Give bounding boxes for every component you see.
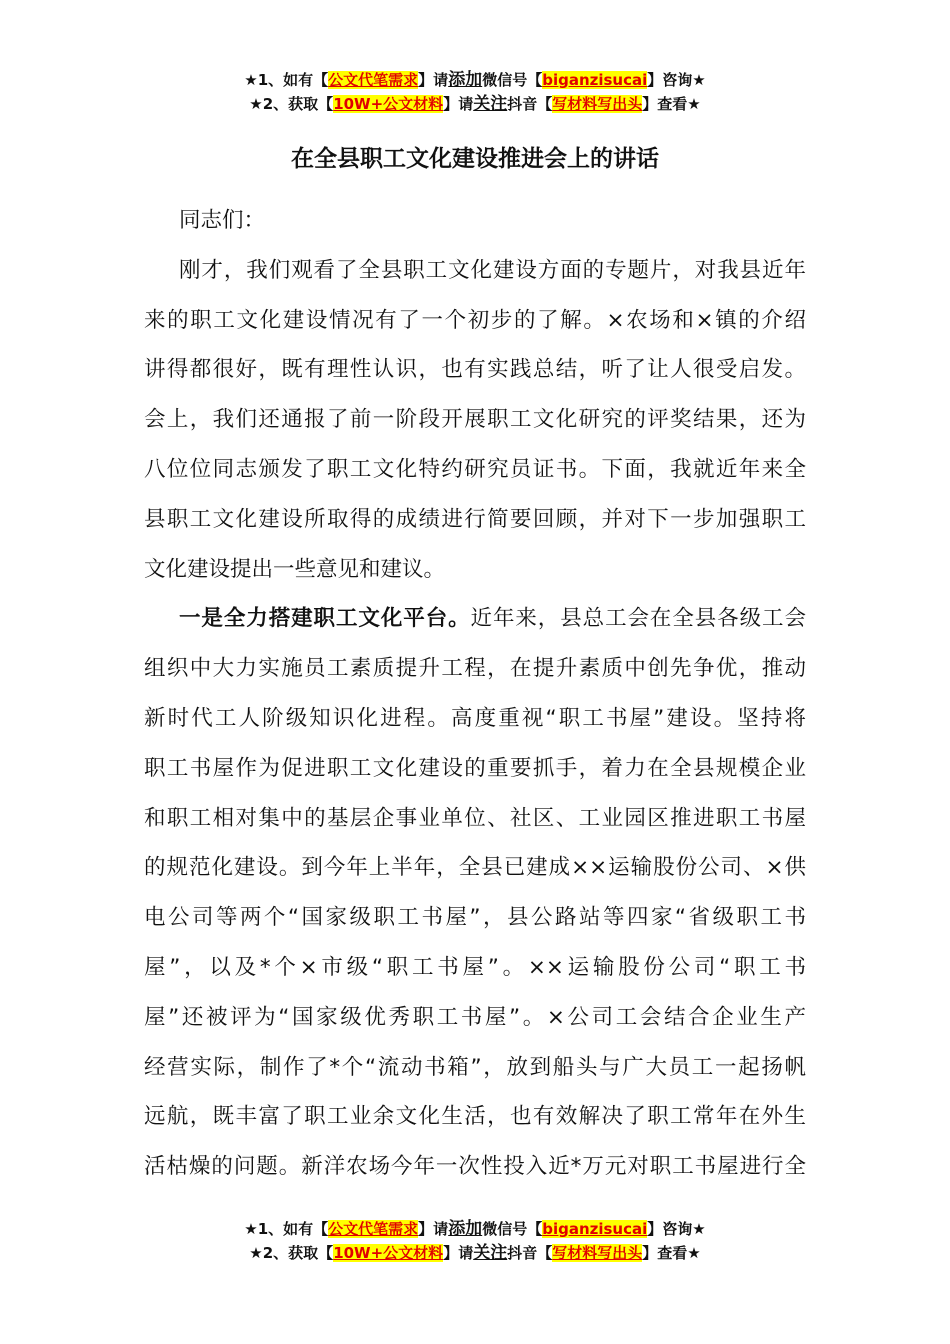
text: 微信号【 (482, 1220, 543, 1238)
paragraph-2 (144, 594, 806, 1192)
text: ★1、如有【 (244, 1220, 329, 1238)
salutation: 同志们： (179, 208, 266, 233)
text: 】请 (418, 71, 449, 89)
underlined-text: 添加 (448, 70, 483, 90)
text: 抖音【 (507, 95, 553, 113)
paragraph-line: 来的职工文化建设情况有了一个初步的了解。×农场和×镇的介绍 (144, 307, 806, 333)
paragraph-line: 和职工相对集中的基层企事业单位、社区、工业园区推进职工书屋 (144, 805, 806, 831)
paragraph-line: 职工书屋作为促进职工文化建设的重要抓手，着力在全县规模企业 (144, 755, 806, 781)
paragraph-line: 刚才，我们观看了全县职工文化建设方面的专题片，对我县近年 (179, 257, 806, 283)
highlight: 公文代笔需求 (328, 71, 419, 89)
underlined-text: 添加 (448, 1219, 483, 1239)
paragraph-line: 新时代工人阶级知识化进程。高度重视“职工书屋”建设。坚持将 (144, 705, 806, 731)
paragraph-line: 的规范化建设。到今年上半年，全县已建成××运输股份公司、×供 (144, 855, 806, 881)
text: 】查看★ (642, 1244, 701, 1262)
paragraph-line: 电公司等两个“国家级职工书屋”，县公路站等四家“省级职工书 (144, 905, 806, 931)
section-heading: 一是全力搭建职工文化平台。 (179, 606, 471, 632)
promo-banner-bottom (0, 1217, 950, 1265)
paragraph-1 (144, 246, 806, 595)
paragraph-line: 远航，既丰富了职工业余文化生活，也有效解决了职工常年在外生 (144, 1104, 806, 1130)
text: ★1、如有【 (244, 71, 329, 89)
paragraph-line: 经营实际，制作了*个“流动书箱”，放到船头与广大员工一起扬帆 (144, 1054, 806, 1080)
promo-line-1 (0, 1217, 950, 1241)
text: ★2、获取【 (249, 95, 334, 113)
text: 】咨询★ (647, 1220, 706, 1238)
wechat-id: biganzisucai (542, 1220, 648, 1238)
promo-line-2 (0, 92, 950, 116)
paragraph-line: 文化建设提出一些意见和建议。 (144, 556, 446, 582)
paragraph-line (144, 594, 806, 644)
douyin-id: 写材料写出头 (552, 1244, 643, 1262)
douyin-id: 写材料写出头 (552, 95, 643, 113)
text: 近年来，县总工会在全县各级工会 (470, 606, 806, 632)
underlined-text: 关注 (473, 94, 508, 114)
paragraph-line: 屋”，以及*个×市级“职工书屋”。××运输股份公司“职工书 (144, 954, 806, 980)
promo-line-1 (0, 68, 950, 92)
text: 】查看★ (642, 95, 701, 113)
text: 】咨询★ (647, 71, 706, 89)
document-title: 在全县职工文化建设推进会上的讲话 (291, 146, 659, 172)
paragraph-line: 县职工文化建设所取得的成绩进行简要回顾，并对下一步加强职工 (144, 506, 806, 532)
highlight: 10W+公文材料 (333, 95, 444, 113)
wechat-id: biganzisucai (542, 71, 648, 89)
paragraph-line: 屋”还被评为“国家级优秀职工书屋”。×公司工会结合企业生产 (144, 1004, 806, 1030)
document-body (144, 196, 806, 1192)
promo-banner-top (0, 68, 950, 116)
promo-line-2 (0, 1241, 950, 1265)
paragraph-line: 八位位同志颁发了职工文化特约研究员证书。下面，我就近年来全 (144, 456, 806, 482)
paragraph-line: 组织中大力实施员工素质提升工程，在提升素质中创先争优，推动 (144, 656, 806, 682)
text: 】请 (418, 1220, 449, 1238)
text: 】请 (443, 1244, 474, 1262)
paragraph-line: 会上，我们还通报了前一阶段开展职工文化研究的评奖结果，还为 (144, 407, 806, 433)
paragraph-line: 活枯燥的问题。新洋农场今年一次性投入近*万元对职工书屋进行全 (144, 1154, 806, 1180)
text: ★2、获取【 (249, 1244, 334, 1262)
highlight: 公文代笔需求 (328, 1220, 419, 1238)
text: 抖音【 (507, 1244, 553, 1262)
paragraph-line: 讲得都很好，既有理性认识，也有实践总结，听了让人很受启发。 (144, 357, 806, 383)
text: 】请 (443, 95, 474, 113)
highlight: 10W+公文材料 (333, 1244, 444, 1262)
text: 微信号【 (482, 71, 543, 89)
underlined-text: 关注 (473, 1243, 508, 1263)
